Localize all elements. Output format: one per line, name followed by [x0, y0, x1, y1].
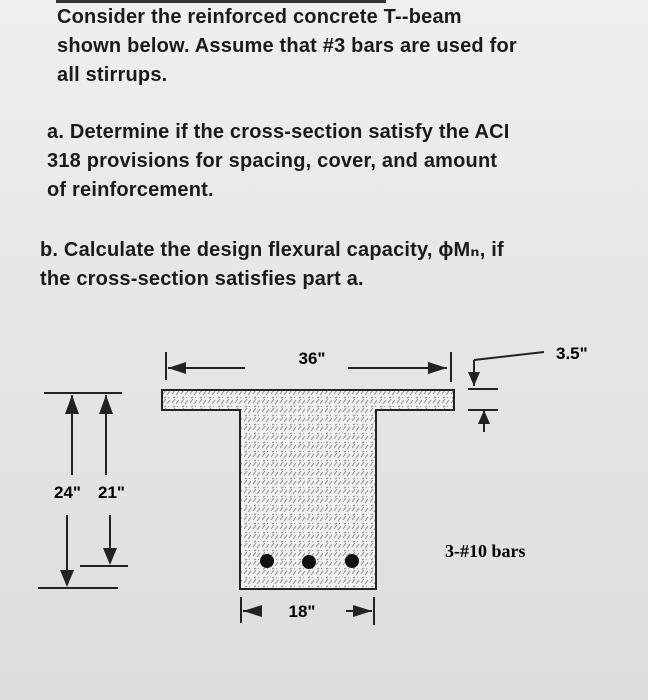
- effective-depth-label: 21": [98, 483, 125, 502]
- rebar-bar-3: [345, 554, 359, 568]
- rebar-bar-2: [302, 555, 316, 569]
- part-a-line-2: 318 provisions for spacing, cover, and amount: [47, 150, 498, 172]
- intro-line-2: shown below. Assume that #3 bars are used for: [57, 35, 517, 57]
- intro-line-3: all stirrups.: [57, 64, 168, 86]
- flange-thickness-label: 3.5": [556, 344, 588, 363]
- web-width-label: 18": [288, 602, 316, 621]
- total-depth-label: 24": [54, 483, 81, 502]
- intro-line-1: Consider the reinforced concrete T--beam: [57, 6, 462, 28]
- rebar-bar-1: [260, 554, 274, 568]
- part-b-line-2: the cross-section satisfies part a.: [40, 268, 364, 290]
- part-a-line-1: a. Determine if the cross-section satisfy the ACI: [47, 121, 510, 143]
- part-b-line-1: b. Calculate the design flexural capacity, ϕMₙ, if: [40, 239, 504, 261]
- flange-thickness-dimension: [468, 352, 544, 432]
- flange-width-label: 36": [298, 349, 326, 368]
- reinforcement-label: 3-#10 bars: [445, 541, 526, 561]
- part-a-line-3: of reinforcement.: [47, 179, 214, 201]
